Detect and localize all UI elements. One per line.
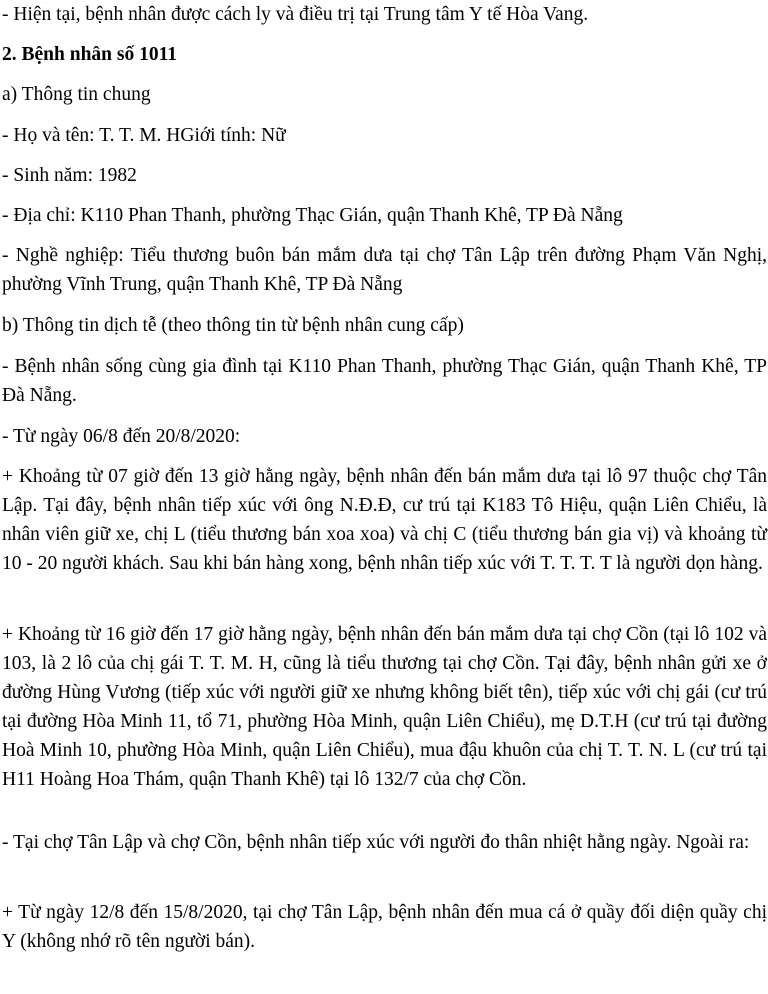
paragraph-con-market: + Khoảng từ 16 giờ đến 17 giờ hằng ngày, bệnh nhân đến bán mắm dưa tại chợ Cồn (tại lô 102 và 103, là 2 lô của chị gái T. T. M. H, cũng là tiểu thương tại chợ Cồn. Tại đây, bệnh nhân gửi xe ở đường Hùng Vương (tiếp xúc với người giữ xe nhưng không biết tên), tiếp xúc với chị gái (cư trú tại đường Hòa Minh 11, tổ 71, phường Hòa Minh, quận Liên Chiểu), mẹ D.T.H (cư trú tại đường Hoà Minh 10, phường Hòa Minh, quận Liên Chiểu), mua đậu khuôn của chị T. T. N. L (cư trú tại H11 Hoàng Hoa Thám, quận Thanh Khê) tại lô 132/7 của chợ Cồn. [2,624,767,790]
paragraph-temperature-check: - Tại chợ Tân Lập và chợ Cồn, bệnh nhân tiếp xúc với người đo thân nhiệt hằng ngày. Ngoài ra: [2,832,750,853]
paragraph-fish-purchase: + Từ ngày 12/8 đến 15/8/2020, tại chợ Tân Lập, bệnh nhân đến mua cá ở quầy đối diện quầy chị Y (không nhớ rõ tên người bán). [2,902,767,952]
heading-patient-1011: 2. Bệnh nhân số 1011 [2,44,178,65]
paragraph-tan-lap-market: + Khoảng từ 07 giờ đến 13 giờ hằng ngày, bệnh nhân đến bán mắm dưa tại lô 97 thuộc chợ Tân Lập. Tại đây, bệnh nhân tiếp xúc với ông N.Đ.Đ, cư trú tại K183 Tô Hiệu, quận Liên Chiểu, là nhân viên giữ xe, chị L (tiểu thương bán xoa xoa) và chị C (tiểu thương bán gia vị) và khoảng từ 10 - 20 người khách. Sau khi bán hàng xong, bệnh nhân tiếp xúc với T. T. T. T là người dọn hàng. [2,466,767,574]
paragraph-date-range: - Từ ngày 06/8 đến 20/8/2020: [2,426,241,447]
subheading-general-info: a) Thông tin chung [2,84,151,105]
paragraph-address: - Địa chỉ: K110 Phan Thanh, phường Thạc Gián, quận Thanh Khê, TP Đà Nẵng [2,205,623,226]
paragraph-name-gender: - Họ và tên: T. T. M. HGiới tính: Nữ [2,125,286,146]
subheading-epidemiology: b) Thông tin dịch tễ (theo thông tin từ bệnh nhân cung cấp) [2,315,464,336]
paragraph-occupation: - Nghề nghiệp: Tiểu thương buôn bán mắm dưa tại chợ Tân Lập trên đường Phạm Văn Nghị, phường Vĩnh Trung, quận Thanh Khê, TP Đà Nẵng [2,245,767,295]
paragraph-birth-year: - Sinh năm: 1982 [2,165,137,186]
paragraph-current-status: - Hiện tại, bệnh nhân được cách ly và điều trị tại Trung tâm Y tế Hòa Vang. [2,4,589,25]
paragraph-residence: - Bệnh nhân sống cùng gia đình tại K110 Phan Thanh, phường Thạc Gián, quận Thanh Khê, TP Đà Nẵng. [2,356,767,406]
